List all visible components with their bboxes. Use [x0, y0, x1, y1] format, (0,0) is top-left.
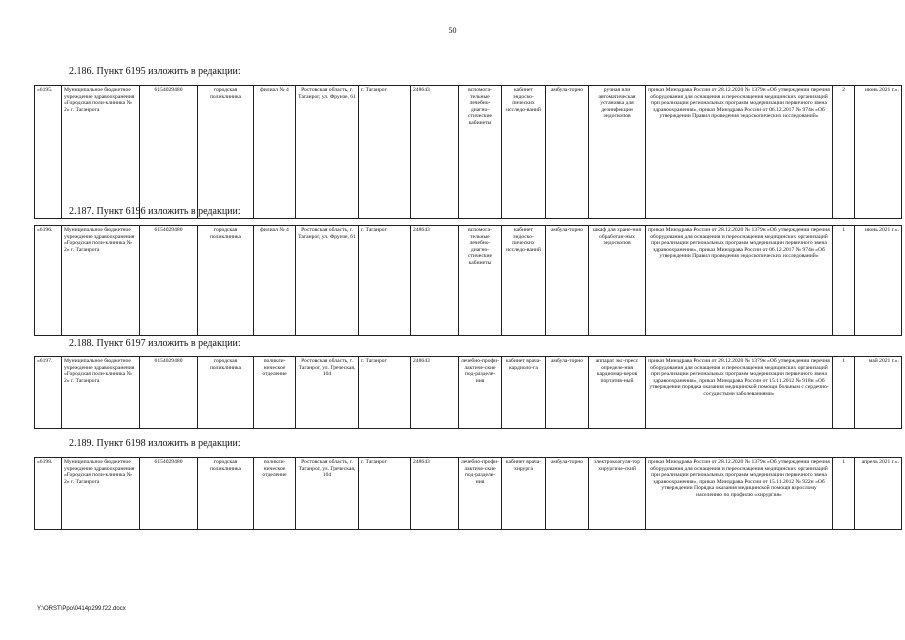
facility-type-cell: городская поликлиника — [198, 226, 254, 336]
quantity-cell: 1 — [833, 357, 855, 429]
inn-cell: 6154029480 — [140, 86, 198, 219]
facility-type-cell: городская поликлиника — [198, 357, 254, 429]
oktmo-cell: 248643 — [411, 226, 459, 336]
item-number-cell: «6196. — [35, 226, 62, 336]
section-heading: 2.188. Пункт 6197 изложить в редакции: — [69, 338, 241, 349]
deadline-cell: июнь 2021 г.». — [855, 226, 902, 336]
department-type-cell: лечебно-профи-лактиче-ские под-разделе-ния — [459, 458, 502, 530]
legal-basis-cell: приказ Минздрава России от 28.12.2020 № 1379н «Об утверждении перечня оборудования для оснащения и переоснащения медицинских организаций при реализации региональных программ модернизации первичного звена здравоохранения», приказ Минздрава России от 15.11.2012 № 918н «Об утверждении порядка оказания медицинской помощи больным с сердечно-сосудистыми заболеваниями» — [646, 357, 833, 429]
equipment-cell: ручная или автоматическая установка для дезинфекции эндоскопов — [589, 86, 646, 219]
organization-name-cell: Муниципальное бюджетное учреждение здравоохранения «Городская поли-клиника № 2» г. Таганрога — [62, 226, 140, 336]
file-path-footer: Y:\ORST\Ppo\0414p299.f22.docx — [37, 606, 126, 612]
oktmo-cell: 248643 — [411, 86, 459, 219]
inn-cell: 6154029480 — [140, 458, 198, 530]
legal-basis-cell: приказ Минздрава России от 28.12.2020 № 1379н «Об утверждении перечня оборудования для оснащения и переоснащения медицинских организаций при реализации региональных программ модернизации первичного звена здравоохранения», приказ Минздрава России от 06.12.2017 № 974н «Об утверждении Правил проведения эндоскопических исследований» — [646, 226, 833, 336]
facility-type-cell: городская поликлиника — [198, 86, 254, 219]
equipment-cell: шкаф для хране-ния обработан-ных эндоскопов — [589, 226, 646, 336]
address-cell: Ростовская область, г. Таганрог, ул. Греческая, 104 — [296, 357, 359, 429]
branch-cell: филиал № 4 — [254, 226, 296, 336]
address-cell: Ростовская область, г. Таганрог, ул. Фрунзе, 61 — [296, 226, 359, 336]
oktmo-cell: 248643 — [411, 458, 459, 530]
deadline-cell: апрель 2021 г.». — [855, 458, 902, 530]
deadline-cell: июнь 2021 г.». — [855, 86, 902, 219]
organization-name-cell: Муниципальное бюджетное учреждение здравоохранения «Городская поли-клиника № 2» г. Таганрога — [62, 357, 140, 429]
table-row — [35, 86, 902, 219]
item-number-cell: «6197. — [35, 357, 62, 429]
table-row — [35, 226, 902, 336]
organization-name-cell: Муниципальное бюджетное учреждение здравоохранения «Городская поли-клиника № 2» г. Таганрога — [62, 86, 140, 219]
record-table — [34, 225, 902, 336]
section-heading: 2.189. Пункт 6198 изложить в редакции: — [69, 438, 241, 449]
city-cell: г. Таганрог — [359, 86, 411, 219]
city-cell: г. Таганрог — [359, 357, 411, 429]
room-cell: кабинет врача-кардиоло-га — [502, 357, 546, 429]
branch-cell: поликли-ническое отделение — [254, 458, 296, 530]
care-condition-cell: амбула-торно — [546, 86, 589, 219]
department-type-cell: вспомога-тельные лечебно-диагно-стические кабинеты — [459, 226, 502, 336]
section-heading: 2.186. Пункт 6195 изложить в редакции: — [69, 66, 241, 77]
page-number: 50 — [448, 26, 457, 35]
branch-cell: поликли-ническое отделение — [254, 357, 296, 429]
table-row — [35, 357, 902, 429]
record-table — [34, 85, 902, 219]
facility-type-cell: городская поликлиника — [198, 458, 254, 530]
branch-cell: филиал № 4 — [254, 86, 296, 219]
address-cell: Ростовская область, г. Таганрог, ул. Фрунзе, 61 — [296, 86, 359, 219]
care-condition-cell: амбула-торно — [546, 458, 589, 530]
oktmo-cell: 248643 — [411, 357, 459, 429]
city-cell: г. Таганрог — [359, 458, 411, 530]
room-cell: кабинет эндоско-пических исследо-ваний — [502, 86, 546, 219]
record-table — [34, 356, 902, 429]
care-condition-cell: амбула-торно — [546, 226, 589, 336]
room-cell: кабинет эндоско-пических исследо-ваний — [502, 226, 546, 336]
deadline-cell: май 2021 г.». — [855, 357, 902, 429]
quantity-cell: 2 — [833, 86, 855, 219]
city-cell: г. Таганрог — [359, 226, 411, 336]
department-type-cell: лечебно-профи-лактиче-ские под-разделе-ния — [459, 357, 502, 429]
inn-cell: 6154029480 — [140, 357, 198, 429]
address-cell: Ростовская область, г. Таганрог, ул. Греческая, 104 — [296, 458, 359, 530]
inn-cell: 6154029480 — [140, 226, 198, 336]
quantity-cell: 1 — [833, 458, 855, 530]
section-heading: 2.187. Пункт 6196 изложить в редакции: — [69, 206, 241, 217]
organization-name-cell: Муниципальное бюджетное учреждение здравоохранения «Городская поли-клиника № 2» г. Таганрога — [62, 458, 140, 530]
item-number-cell: «6198. — [35, 458, 62, 530]
table-row — [35, 458, 902, 530]
record-table — [34, 457, 902, 530]
room-cell: кабинет врача-хирурга — [502, 458, 546, 530]
item-number-cell: «6195. — [35, 86, 62, 219]
legal-basis-cell: приказ Минздрава России от 28.12.2020 № 1379н «Об утверждении перечня оборудования для оснащения и переоснащения медицинских организаций при реализации региональных программ модернизации первичного звена здравоохранения», приказ Минздрава России от 15.11.2012 № 922н «Об утверждении Порядка оказания медицинской помощи взрослому населению по профилю «хирургия» — [646, 458, 833, 530]
equipment-cell: аппарат экс-пресс определе-ния кардиомар-керов портатив-ный — [589, 357, 646, 429]
care-condition-cell: амбула-торно — [546, 357, 589, 429]
legal-basis-cell: приказ Минздрава России от 28.12.2020 № 1379н «Об утверждении перечня оборудования для оснащения и переоснащения медицинских организаций при реализации региональных программ модернизации первичного звена здравоохранения», приказ Минздрава России от 06.12.2017 № 974н «Об утверждении Правил проведения эндоскопических исследований» — [646, 86, 833, 219]
quantity-cell: 1 — [833, 226, 855, 336]
department-type-cell: вспомога-тельные лечебно-диагно-стические кабинеты — [459, 86, 502, 219]
equipment-cell: электрокоагуля-тор хирургиче-ский — [589, 458, 646, 530]
